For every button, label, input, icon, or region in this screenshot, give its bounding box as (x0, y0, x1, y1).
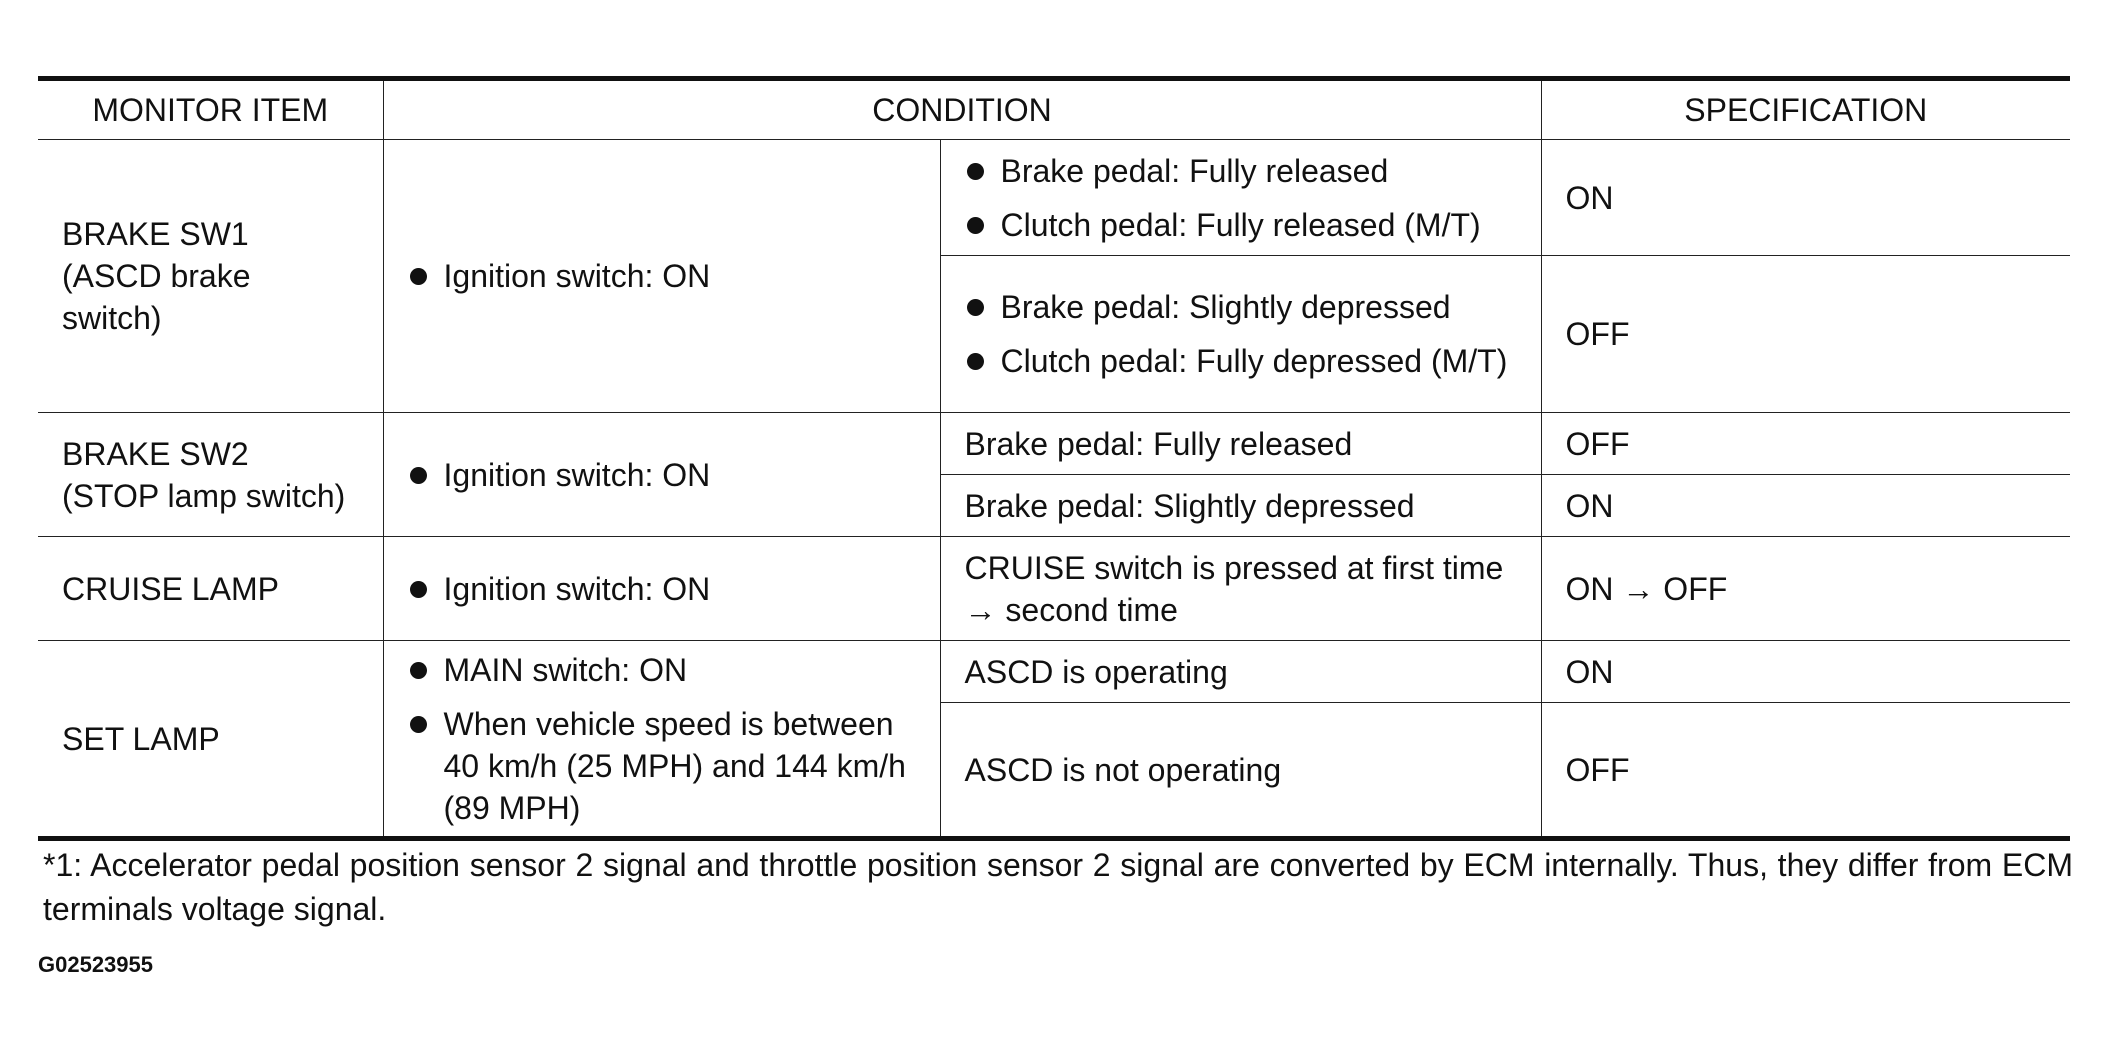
condition-bullet: Brake pedal: Fully released (965, 150, 1517, 192)
condition-bullet: Ignition switch: ON (408, 568, 916, 610)
condition-bullet: Clutch pedal: Fully released (M/T) (965, 204, 1517, 246)
spec-cell: ON (1541, 641, 2070, 703)
spec-cell: ON (1541, 475, 2070, 537)
monitor-item-name: BRAKE SW1 (62, 216, 249, 252)
monitor-item-cell: CRUISE LAMP (38, 537, 383, 641)
condition-bullet: Ignition switch: ON (408, 454, 916, 496)
condition-cell (383, 413, 940, 537)
spec-cell: OFF (1541, 703, 2070, 839)
monitor-item-cell (38, 413, 383, 537)
header-condition: CONDITION (383, 79, 1541, 140)
condition-cell (383, 140, 940, 413)
condition-bullet: Clutch pedal: Fully depressed (M/T) (965, 340, 1517, 382)
monitor-spec-table (38, 76, 2070, 841)
spec-cell: ON (1541, 140, 2070, 256)
figure-id: G02523955 (38, 952, 153, 977)
sub-condition-cell (940, 256, 1541, 413)
sub-condition-cell: Brake pedal: Fully released (940, 413, 1541, 475)
condition-bullet: When vehicle speed is between 40 km/h (25 MPH) and 144 km/h (89 MPH) (408, 703, 916, 829)
table-header-row (38, 79, 2070, 140)
sub-condition-cell: CRUISE switch is pressed at first time → second time (940, 537, 1541, 641)
monitor-item-cell: SET LAMP (38, 641, 383, 839)
sub-condition-cell (940, 140, 1541, 256)
condition-bullet: MAIN switch: ON (408, 649, 916, 691)
condition-cell (383, 537, 940, 641)
header-monitor-item: MONITOR ITEM (38, 79, 383, 140)
sub-condition-cell: Brake pedal: Slightly depressed (940, 475, 1541, 537)
monitor-item-subname: (ASCD brake switch) (62, 258, 251, 336)
table-row (38, 641, 2070, 703)
spec-cell: OFF (1541, 413, 2070, 475)
table-row (38, 537, 2070, 641)
monitor-item-cell (38, 140, 383, 413)
footnote: *1: Accelerator pedal position sensor 2 signal and throttle position sensor 2 signal are converted by ECM internally. Thus, they differ from ECM terminals voltage signal. (43, 847, 2073, 927)
monitor-item-subname: (STOP lamp switch) (62, 477, 346, 514)
sub-condition-cell: ASCD is not operating (940, 703, 1541, 839)
condition-cell (383, 641, 940, 839)
spec-cell: ON → OFF (1541, 537, 2070, 641)
sub-condition-cell: ASCD is operating (940, 641, 1541, 703)
header-specification: SPECIFICATION (1541, 79, 2070, 140)
table-row (38, 140, 2070, 256)
spec-cell: OFF (1541, 256, 2070, 413)
table-row (38, 413, 2070, 475)
condition-bullet: Brake pedal: Slightly depressed (965, 286, 1517, 328)
monitor-item-name: BRAKE SW2 (62, 435, 249, 472)
condition-bullet: Ignition switch: ON (408, 255, 916, 297)
